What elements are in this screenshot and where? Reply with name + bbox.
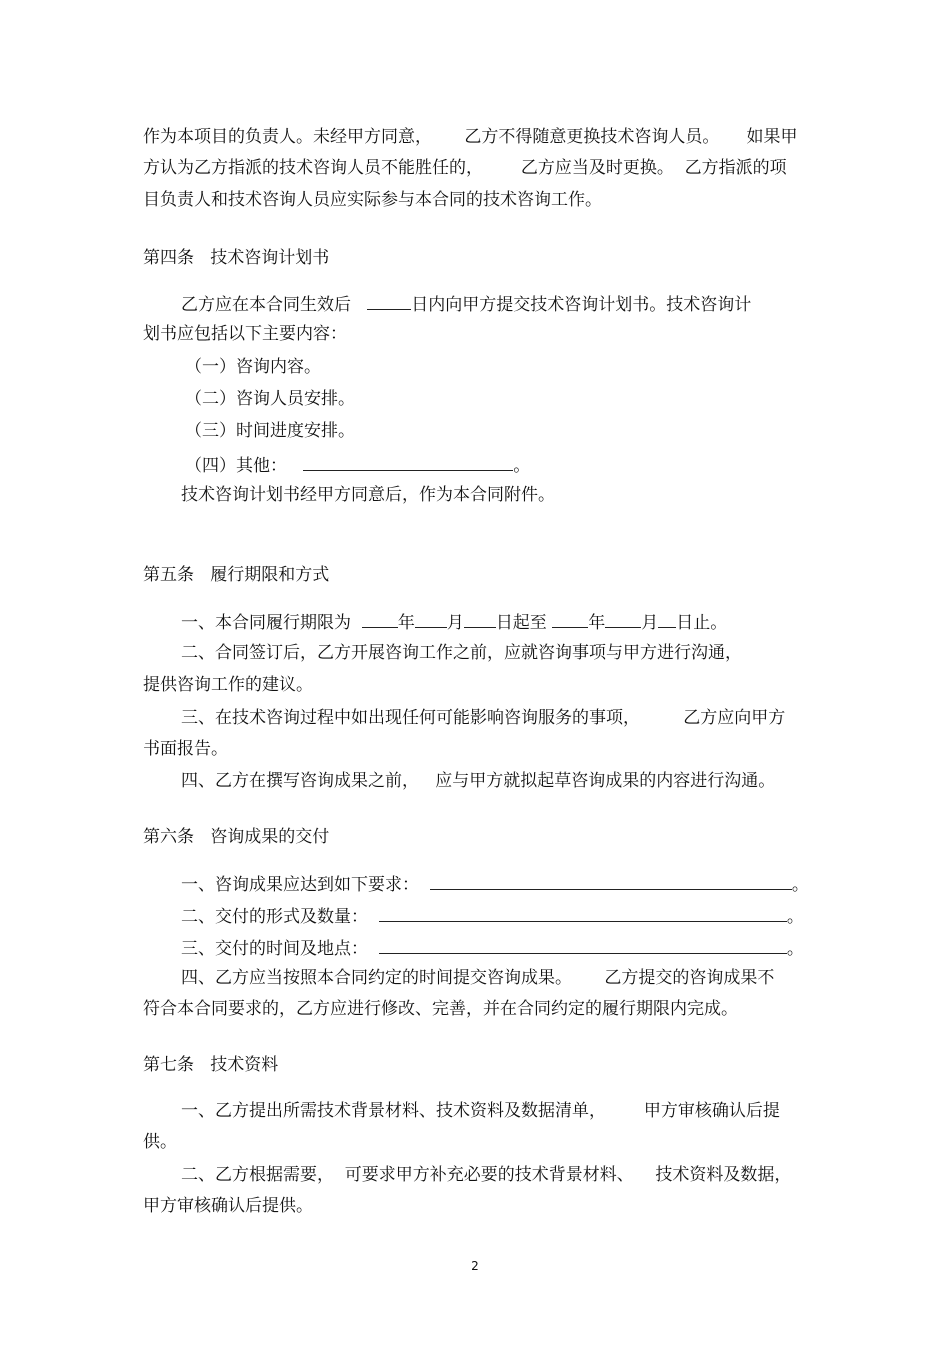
article-5-paragraph-2-cont: 提供咨询工作的建议。 — [143, 675, 313, 695]
intro-line-1: 作为本项目的负责人。未经甲方同意， 乙方不得随意更换技术咨询人员。 如果甲 — [143, 127, 798, 147]
article-7-paragraph-1: 一、乙方提出所需技术背景材料、技术资料及数据清单， 甲方审核确认后提 — [181, 1101, 780, 1121]
intro-line-3: 目负责人和技术咨询人员应实际参与本合同的技术咨询工作。 — [143, 190, 602, 210]
article-6-heading: 第六条 咨询成果的交付 — [143, 827, 330, 847]
article-4-item-1: （一）咨询内容。 — [185, 357, 321, 377]
time-place-blank[interactable] — [379, 937, 787, 954]
article-7-paragraph-1-cont: 供。 — [143, 1132, 177, 1152]
intro-line-2: 方认为乙方指派的技术咨询人员不能胜任的， 乙方应当及时更换。 乙方指派的项 — [143, 158, 787, 178]
article-6-requirement-1: 一、咨询成果应达到如下要求： 。 — [181, 875, 809, 895]
requirements-blank[interactable] — [430, 873, 792, 890]
article-5-paragraph-3: 三、在技术咨询过程中如出现任何可能影响咨询服务的事项， 乙方应向甲方 — [181, 708, 786, 728]
article-7-paragraph-2: 二、乙方根据需要， 可要求甲方补充必要的技术背景材料、 技术资料及数据， — [181, 1165, 792, 1185]
article-4-heading: 第四条 技术咨询计划书 — [143, 248, 330, 268]
article-4-item-2: （二）咨询人员安排。 — [185, 389, 355, 409]
days-blank[interactable] — [367, 293, 411, 310]
article-5-heading: 第五条 履行期限和方式 — [143, 565, 330, 585]
article-7-heading: 第七条 技术资料 — [143, 1055, 279, 1075]
end-year-blank[interactable] — [552, 611, 588, 628]
article-7-paragraph-2-cont: 甲方审核确认后提供。 — [143, 1196, 313, 1216]
article-4-paragraph-1-cont: 划书应包括以下主要内容： — [143, 324, 347, 344]
article-4-paragraph-1: 乙方应在本合同生效后 日内向甲方提交技术咨询计划书。技术咨询计 — [181, 295, 752, 315]
article-5-paragraph-2: 二、合同签订后，乙方开展咨询工作之前，应就咨询事项与甲方进行沟通， — [181, 643, 742, 663]
page-number: 2 — [471, 1259, 479, 1273]
article-6-paragraph-4-cont: 符合本合同要求的，乙方应进行修改、完善，并在合同约定的履行期限内完成。 — [143, 999, 738, 1019]
start-day-blank[interactable] — [464, 611, 496, 628]
start-month-blank[interactable] — [415, 611, 447, 628]
article-6-requirement-2: 二、交付的形式及数量： 。 — [181, 907, 804, 927]
other-blank[interactable] — [303, 454, 513, 471]
article-5-paragraph-4: 四、乙方在撰写咨询成果之前， 应与甲方就拟起草咨询成果的内容进行沟通。 — [181, 771, 776, 791]
article-6-requirement-3: 三、交付的时间及地点： 。 — [181, 939, 804, 959]
article-4-item-4: （四）其他： 。 — [185, 456, 531, 476]
end-day-blank[interactable] — [658, 611, 676, 628]
form-quantity-blank[interactable] — [379, 905, 787, 922]
article-4-item-3: （三）时间进度安排。 — [185, 421, 355, 441]
article-5-paragraph-3-cont: 书面报告。 — [143, 739, 228, 759]
article-4-closing: 技术咨询计划书经甲方同意后，作为本合同附件。 — [181, 485, 555, 505]
start-year-blank[interactable] — [362, 611, 398, 628]
article-5-paragraph-1: 一、本合同履行期限为 年 月 日起至 年 月 日止。 — [181, 613, 728, 633]
end-month-blank[interactable] — [605, 611, 641, 628]
article-6-paragraph-4: 四、乙方应当按照本合同约定的时间提交咨询成果。 乙方提交的咨询成果不 — [181, 968, 775, 988]
